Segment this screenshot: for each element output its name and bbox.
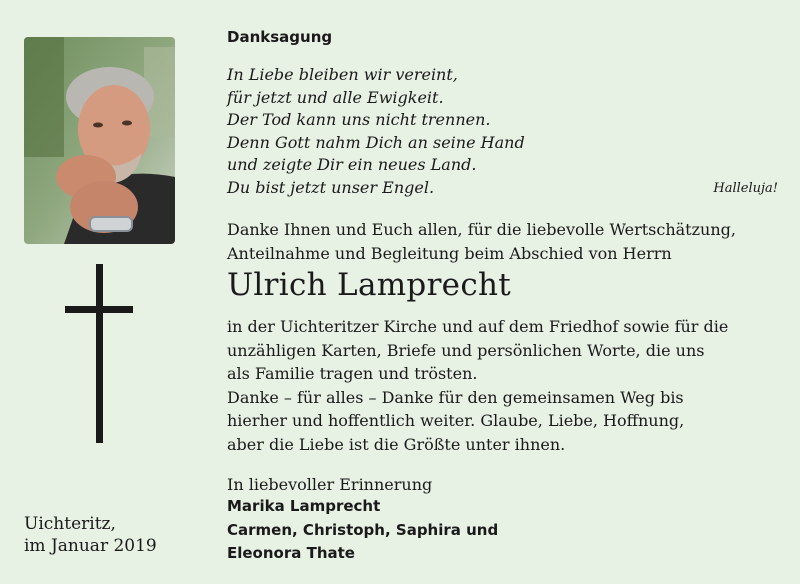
body-paragraph xyxy=(227,315,728,456)
place-line: Uichteritz, xyxy=(24,514,116,534)
place-and-date xyxy=(24,513,157,557)
signer-line: Carmen, Christoph, Saphira und xyxy=(227,520,499,539)
heading: Danksagung xyxy=(227,28,333,46)
signers xyxy=(227,495,498,566)
memory-line: In liebevoller Erinnerung xyxy=(227,475,433,494)
poem-line: und zeigte Dir ein neues Land. xyxy=(227,155,477,174)
body-line: unzähligen Karten, Briefe und persönlichen Worte, die uns xyxy=(227,340,705,360)
cross-vertical-bar xyxy=(96,264,103,443)
body-line: aber die Liebe ist die Größte unter ihnen. xyxy=(227,434,566,454)
cross-horizontal-bar xyxy=(65,306,133,313)
halleluja: Halleluja! xyxy=(713,181,778,196)
date-line: im Januar 2019 xyxy=(24,536,157,556)
deceased-name: Ulrich Lamprecht xyxy=(227,267,512,303)
intro-line: Danke Ihnen und Euch allen, für die liebevolle Wertschätzung, xyxy=(227,220,736,239)
body-line: Danke – für alles – Danke für den gemeinsamen Weg bis xyxy=(227,387,684,407)
body-line: hierher und hoffentlich weiter. Glaube, Liebe, Hoffnung, xyxy=(227,411,685,430)
body-line: als Familie tragen und trösten. xyxy=(227,364,478,383)
poem-line: Du bist jetzt unser Engel. xyxy=(227,177,435,197)
signer-line: Marika Lamprecht xyxy=(227,497,381,515)
signer-line: Eleonora Thate xyxy=(227,544,355,562)
body-line: in der Uichteritzer Kirche und auf dem Friedhof sowie für die xyxy=(227,317,729,336)
poem-line: Denn Gott nahm Dich an seine Hand xyxy=(227,132,525,152)
portrait-photo xyxy=(24,37,175,244)
poem-line: Der Tod kann uns nicht trennen. xyxy=(227,110,491,129)
poem-line: In Liebe bleiben wir vereint, xyxy=(227,65,458,84)
intro-paragraph xyxy=(227,218,736,265)
poem-line: für jetzt und alle Ewigkeit. xyxy=(227,87,444,107)
poem xyxy=(227,64,525,199)
intro-line: Anteilnahme und Begleitung beim Abschied von Herrn xyxy=(227,243,672,263)
